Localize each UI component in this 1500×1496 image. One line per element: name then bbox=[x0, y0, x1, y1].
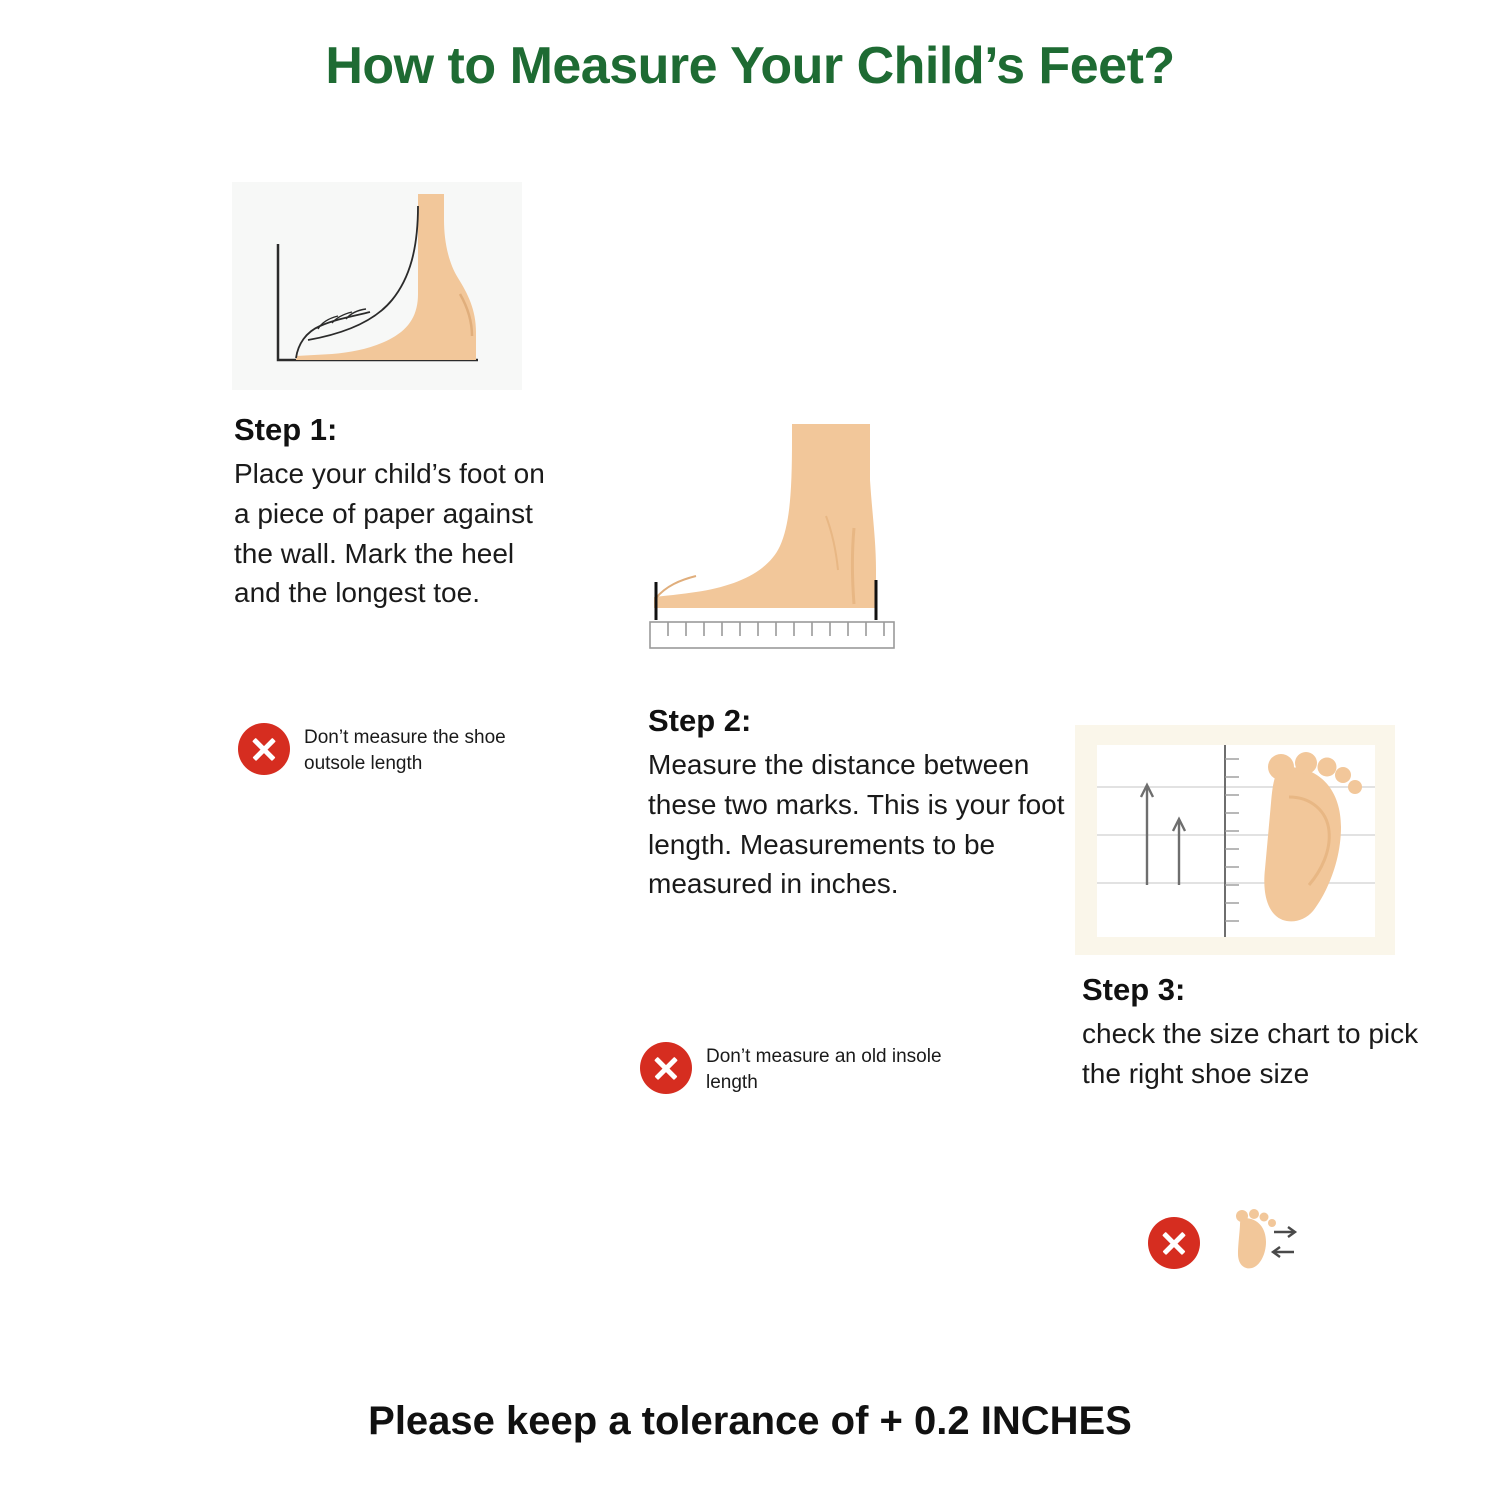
step-1-warning-text: Don’t measure the shoe outsole length bbox=[304, 727, 506, 774]
step-3-text: check the size chart to pick the right shoe size bbox=[1082, 1018, 1419, 1089]
cross-circle-icon bbox=[1148, 1217, 1200, 1269]
step-1-label: Step 1: bbox=[234, 412, 338, 447]
cross-circle-icon bbox=[640, 1042, 692, 1094]
foot-with-arrows-icon bbox=[1214, 1208, 1304, 1277]
step-2-illustration bbox=[640, 420, 940, 665]
tolerance-note: Please keep a tolerance of + 0.2 INCHES bbox=[368, 1399, 1132, 1443]
step-2-warning-text: Don’t measure an old insole length bbox=[706, 1046, 942, 1093]
cross-circle-icon bbox=[238, 723, 290, 775]
step-3-label: Step 3: bbox=[1082, 972, 1186, 1007]
step-1-warning bbox=[238, 723, 538, 776]
foot-sole-on-grid-top-view-icon bbox=[1075, 725, 1395, 955]
step-3-block bbox=[1082, 972, 1422, 1094]
step-1-block bbox=[234, 412, 564, 613]
foot-on-ruler-side-view-icon bbox=[640, 420, 940, 665]
step-2-label: Step 2: bbox=[648, 703, 752, 738]
step-1-text: Place your child’s foot on a piece of paper against the wall. Mark the heel and the longest toe. bbox=[234, 458, 545, 609]
step-2-warning bbox=[640, 1042, 960, 1095]
step-2-text: Measure the distance between these two marks. This is your foot length. Measurements to be measured in inches. bbox=[648, 749, 1065, 900]
step-2-block bbox=[648, 703, 1078, 904]
step-1-illustration bbox=[232, 182, 522, 390]
page-title: How to Measure Your Child’s Feet? bbox=[325, 37, 1175, 95]
foot-against-wall-side-view-icon bbox=[232, 182, 522, 390]
step-3-warning bbox=[1148, 1208, 1368, 1277]
step-3-illustration bbox=[1075, 725, 1395, 955]
